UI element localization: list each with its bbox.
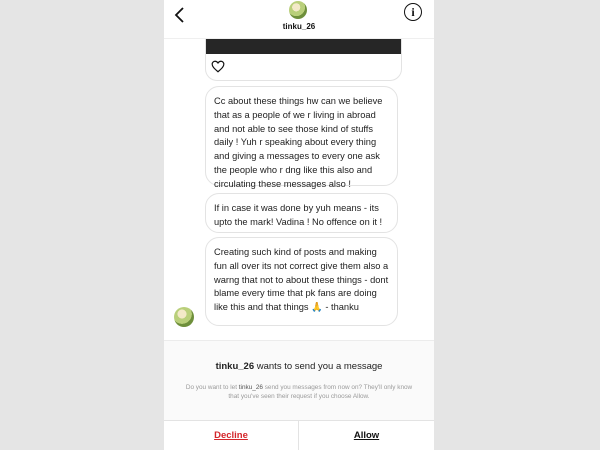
- request-desc-username: tinku_26: [238, 384, 263, 391]
- allow-button[interactable]: Allow: [353, 430, 380, 441]
- back-button[interactable]: [172, 4, 192, 24]
- sender-avatar[interactable]: [174, 307, 194, 327]
- request-desc-suffix: send you messages from now on? They'll only know that you've seen their request if you choose Allow.: [228, 384, 413, 400]
- header-avatar[interactable]: [289, 1, 307, 19]
- info-icon: i: [411, 5, 415, 19]
- chat-header: [164, 0, 434, 39]
- message-bubble[interactable]: If in case it was done by yuh means - its upto the mark! Vadina ! No offence on it !: [205, 193, 398, 233]
- chevron-left-icon: [174, 7, 186, 23]
- heart-icon[interactable]: [211, 60, 225, 73]
- info-button[interactable]: [404, 3, 422, 21]
- request-description: [182, 383, 416, 401]
- decline-button[interactable]: Decline: [164, 421, 299, 450]
- message-request-panel: [164, 340, 434, 450]
- message-bubble[interactable]: Cc about these things hw can we believe that as a people of we r living in abroad and not able to see those kind of stuffs daily ! Yuh r speaking about every thing and giving a messages to every one ask the people who r dng like this also and circulating these messages also !: [205, 86, 398, 186]
- request-actions: [164, 420, 434, 450]
- post-image[interactable]: [206, 38, 401, 54]
- request-title: [164, 361, 434, 372]
- request-username: tinku_26: [215, 361, 255, 372]
- request-title-text: wants to send you a message: [256, 361, 383, 372]
- request-desc-prefix: Do you want to let: [185, 384, 237, 391]
- message-bubble[interactable]: Creating such kind of posts and making fun all over its not correct give them also a warng that not to about these things - dont blame every time that pk fans are doing like this and that things 🙏 - thanku: [205, 237, 398, 326]
- header-username[interactable]: tinku_26: [282, 22, 316, 31]
- dm-screen: [164, 0, 434, 450]
